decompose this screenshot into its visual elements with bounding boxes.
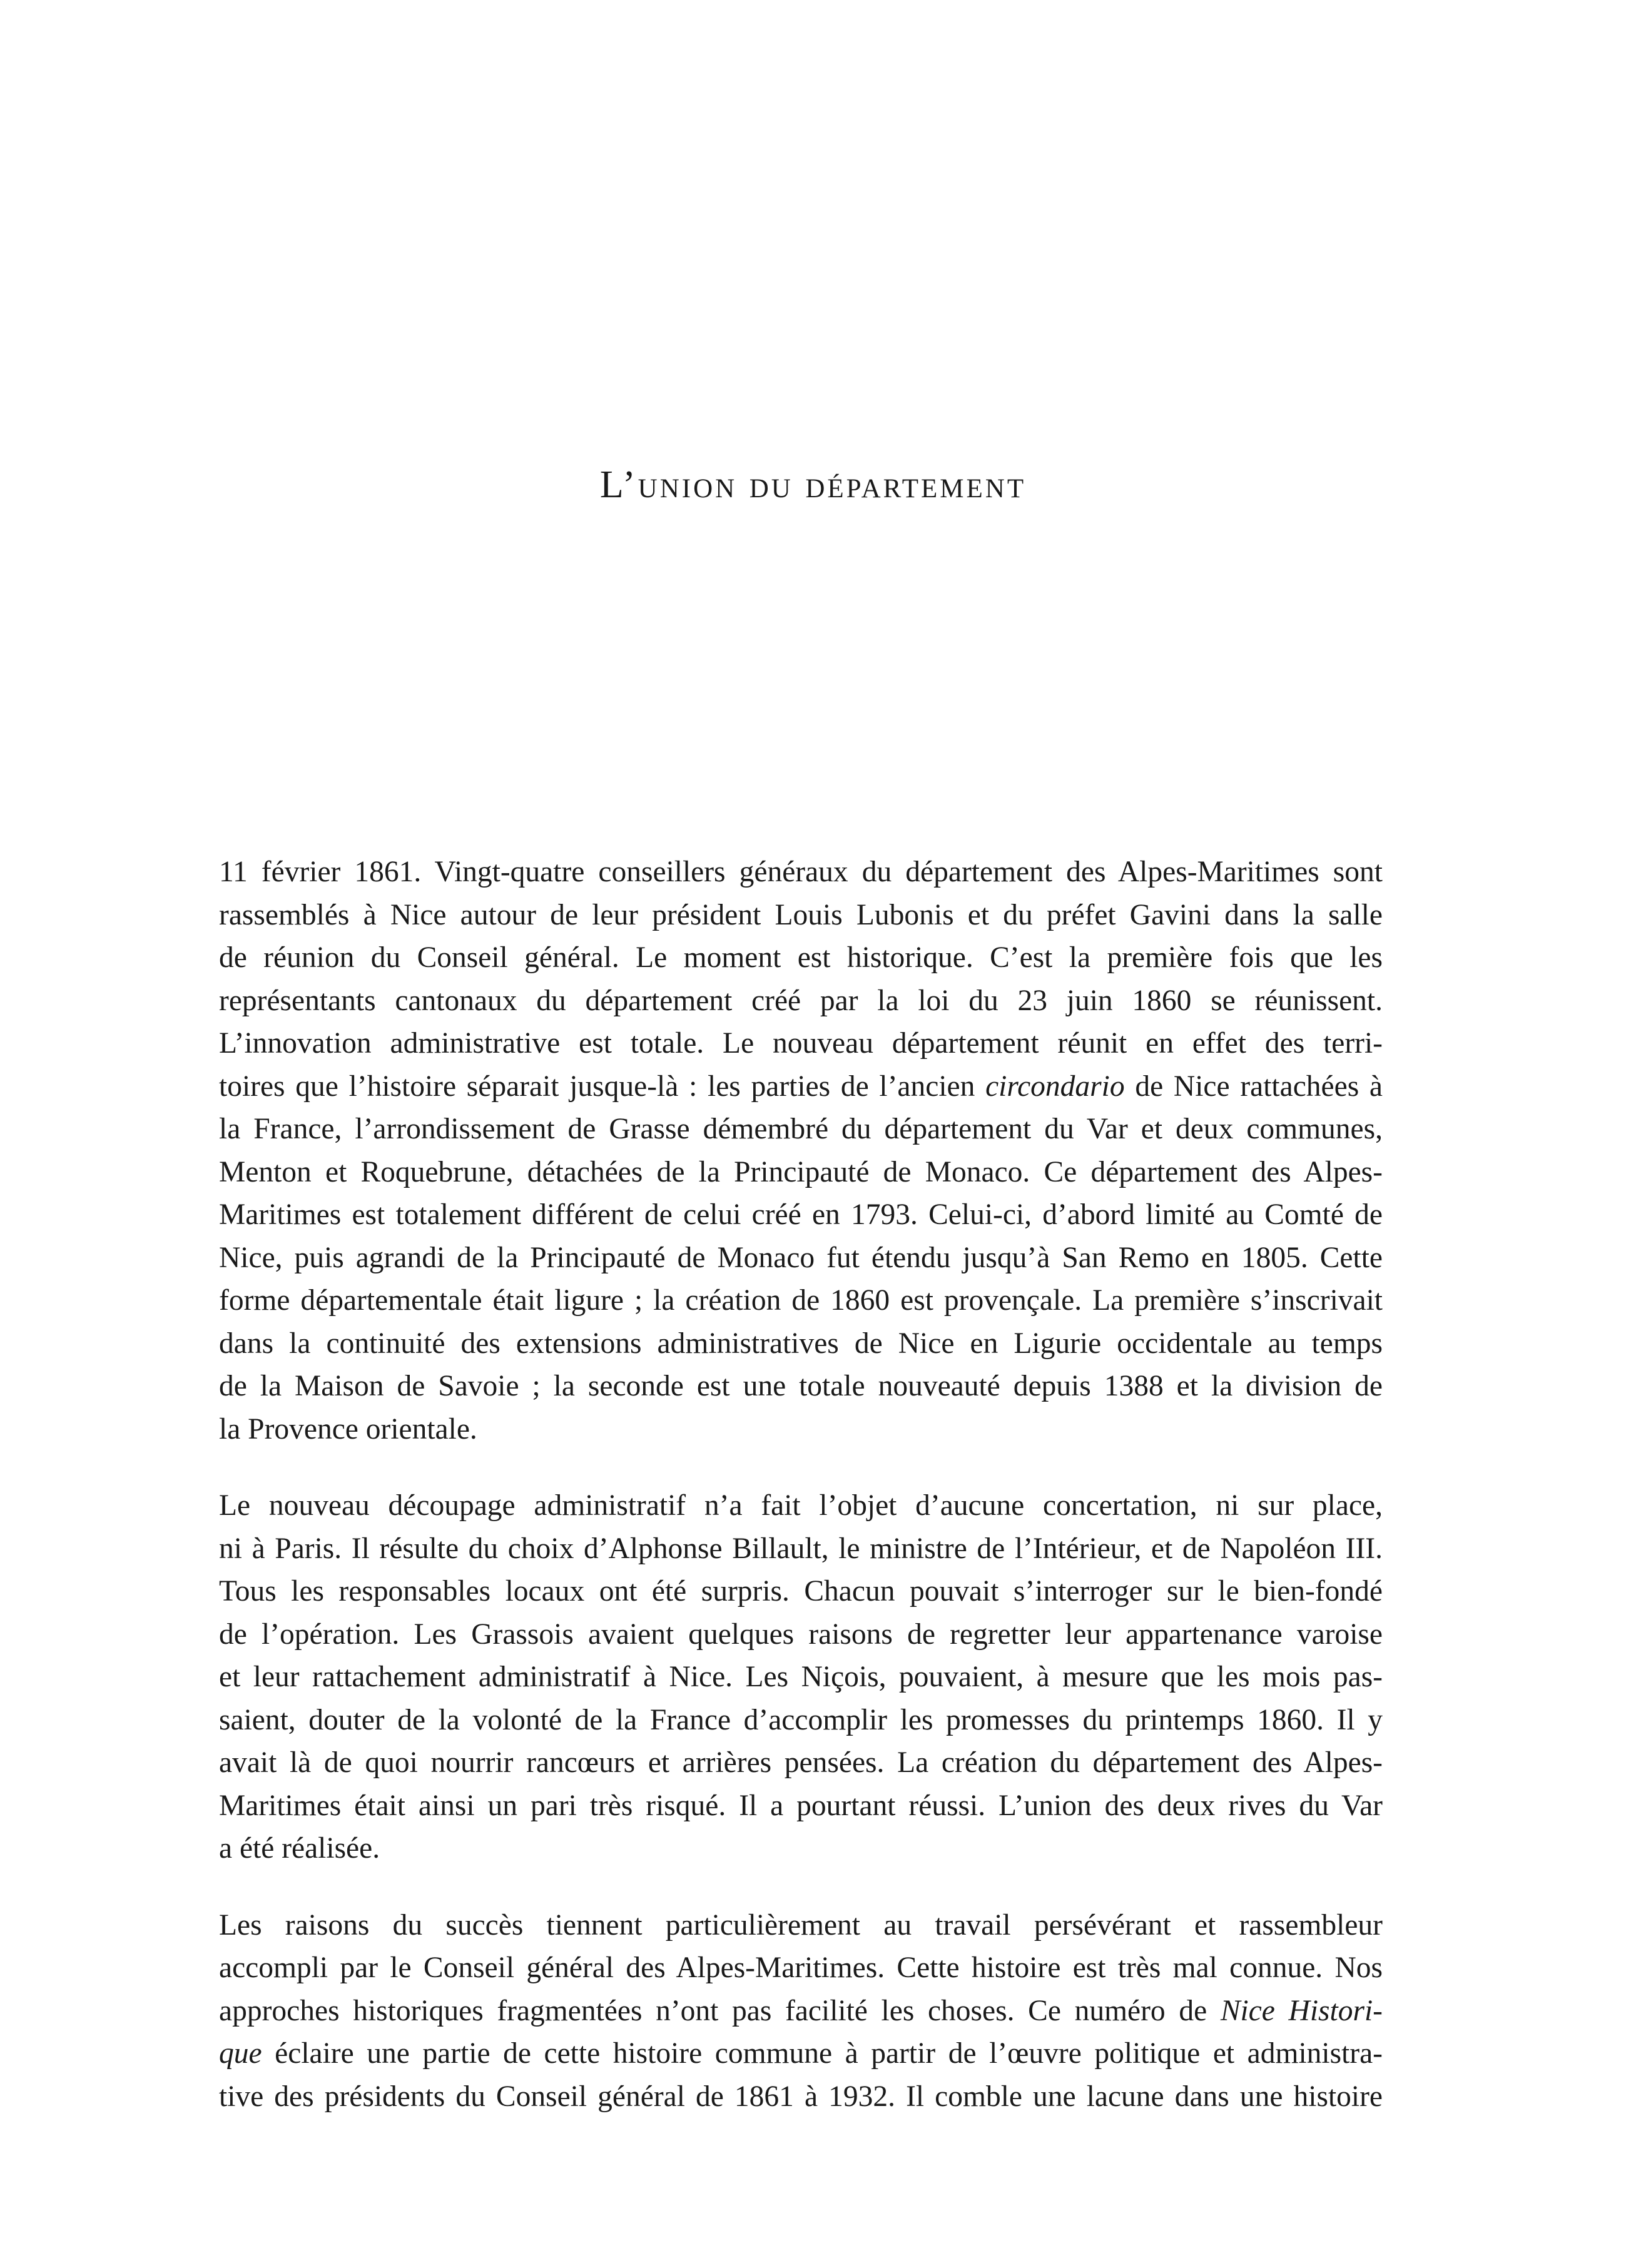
text-line: Les raisons du succès tiennent particulièrement au travail persévérant et rassembleur — [219, 1908, 1383, 1941]
text-line: tive des présidents du Conseil général de 1861 à 1932. Il comble une lacune dans une histoire — [219, 2080, 1383, 2113]
paragraph-3 — [219, 1904, 1383, 2119]
text-line: la Provence orientale. — [219, 1412, 477, 1445]
text-line: accompli par le Conseil général des Alpes-Maritimes. Cette histoire est très mal connue. Nos — [219, 1952, 1383, 1984]
text-line: de la Maison de Savoie ; la seconde est une totale nouveauté depuis 1388 et la division de — [219, 1370, 1383, 1402]
paragraph-2 — [219, 1484, 1383, 1870]
page-title: L’union du département — [599, 463, 1027, 506]
text-line: Maritimes est totalement différent de celui créé en 1793. Celui-ci, d’abord limité au Comté de — [219, 1198, 1383, 1231]
text-line: L’innovation administrative est totale. Le nouveau département réunit en effet des terri- — [219, 1027, 1383, 1060]
text-line: toires que l’histoire séparait jusque-là : les parties de l’ancien circondario de Nice rattachées à — [219, 1070, 1383, 1103]
text-line: forme départementale était ligure ; la création de 1860 est provençale. La première s’inscrivait — [219, 1284, 1383, 1317]
text-line: Menton et Roquebrune, détachées de la Principauté de Monaco. Ce département des Alpes- — [219, 1155, 1383, 1188]
text-line: ni à Paris. Il résulte du choix d’Alphonse Billault, le ministre de l’Intérieur, et de Napoléon III. — [219, 1532, 1383, 1565]
italic-term: Nice Histori- — [1220, 1994, 1383, 2027]
paragraph-1 — [219, 851, 1383, 1450]
text-line: a été réalisée. — [219, 1832, 380, 1865]
text-line: dans la continuité des extensions administratives de Nice en Ligurie occidentale au temps — [219, 1327, 1383, 1360]
text-line: de l’opération. Les Grassois avaient quelques raisons de regretter leur appartenance varoise — [219, 1617, 1383, 1651]
text-line: avait là de quoi nourrir rancœurs et arrières pensées. La création du département des Alpes- — [219, 1746, 1383, 1779]
text-line: rassemblés à Nice autour de leur président Louis Lubonis et du préfet Gavini dans la salle — [219, 898, 1383, 931]
text-line: Le nouveau découpage administratif n’a fait l’objet d’aucune concertation, ni sur place, — [219, 1489, 1383, 1522]
text-line: que éclaire une partie de cette histoire commune à partir de l’œuvre politique et administra- — [219, 2037, 1383, 2070]
text-line: la France, l’arrondissement de Grasse démembré du département du Var et deux communes, — [219, 1113, 1383, 1145]
text-line: Nice, puis agrandi de la Principauté de Monaco fut étendu jusqu’à San Remo en 1805. Cette — [219, 1241, 1383, 1274]
body-text — [219, 851, 1383, 2152]
text-line: Tous les responsables locaux ont été surpris. Chacun pouvait s’interroger sur le bien-fondé — [219, 1575, 1383, 1607]
text-line: saient, douter de la volonté de la France d’accomplir les promesses du printemps 1860. Il y — [219, 1703, 1383, 1736]
italic-term: que — [219, 2037, 262, 2070]
text-line: 11 février 1861. Vingt-quatre conseillers généraux du département des Alpes-Maritimes sont — [219, 856, 1383, 888]
text-line: de réunion du Conseil général. Le moment est historique. C’est la première fois que les — [219, 941, 1383, 974]
text-line: Maritimes était ainsi un pari très risqué. Il a pourtant réussi. L’union des deux rives du Var — [219, 1789, 1383, 1822]
text-line: et leur rattachement administratif à Nice. Les Niçois, pouvaient, à mesure que les mois pas- — [219, 1661, 1383, 1693]
text-line: représentants cantonaux du département créé par la loi du 23 juin 1860 se réunissent. — [219, 984, 1383, 1017]
text-line: approches historiques fragmentées n’ont pas facilité les choses. Ce numéro de Nice Histori- — [219, 1994, 1383, 2027]
italic-term: circondario — [985, 1070, 1125, 1103]
